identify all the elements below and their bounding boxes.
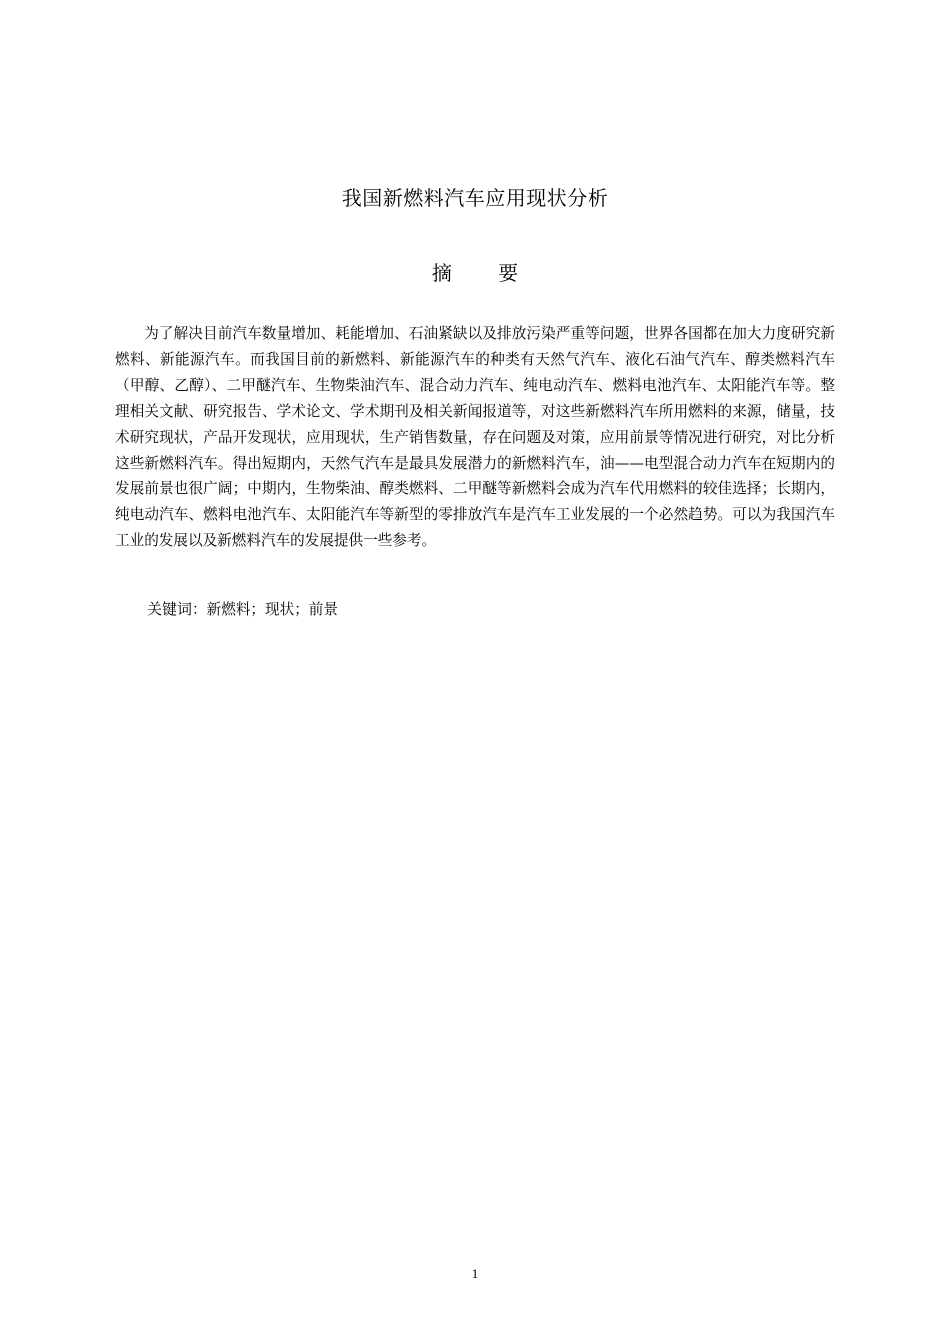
page-number: 1 [471, 1266, 479, 1281]
abstract-heading: 摘 要 [431, 261, 539, 285]
keywords-line [147, 596, 338, 623]
document-title: 我国新燃料汽车应用现状分析 [341, 186, 609, 210]
keywords-label: 关键词 [147, 600, 193, 618]
keywords-separator: ： [192, 601, 207, 618]
keywords-value: 新燃料；现状；前景 [206, 601, 338, 618]
abstract-paragraph: 为了解决目前汽车数量增加、耗能增加、石油紧缺以及排放污染严重等问题，世界各国都在加大力度研究新燃料、新能源汽车。而我国目前的新燃料、新能源汽车的种类有天然气汽车、液化石油气汽车、醇类燃料汽车（甲醇、乙醇）、二甲醚汽车、生物柴油汽车、混合动力汽车、纯电动汽车、燃料电池汽车、太阳能汽车等。整理相关文献、研究报告、学术论文、学术期刊及相关新闻报道等，对这些新燃料汽车所用燃料的来源，储量，技术研究现状，产品开发现状，应用现状，生产销售数量，存在问题及对策，应用前景等情况进行研究，对比分析这些新燃料汽车。得出短期内，天然气汽车是最具发展潜力的新燃料汽车，油——电型混合动力汽车在短期内的发展前景也很广阔；中期内，生物柴油、醇类燃料、二甲醚等新燃料会成为汽车代用燃料的较佳选择；长期内，纯电动汽车、燃料电池汽车、太阳能汽车等新型的零排放汽车是汽车工业发展的一个必然趋势。可以为我国汽车工业的发展以及新燃料汽车的发展提供一些参考。 [115, 325, 835, 550]
